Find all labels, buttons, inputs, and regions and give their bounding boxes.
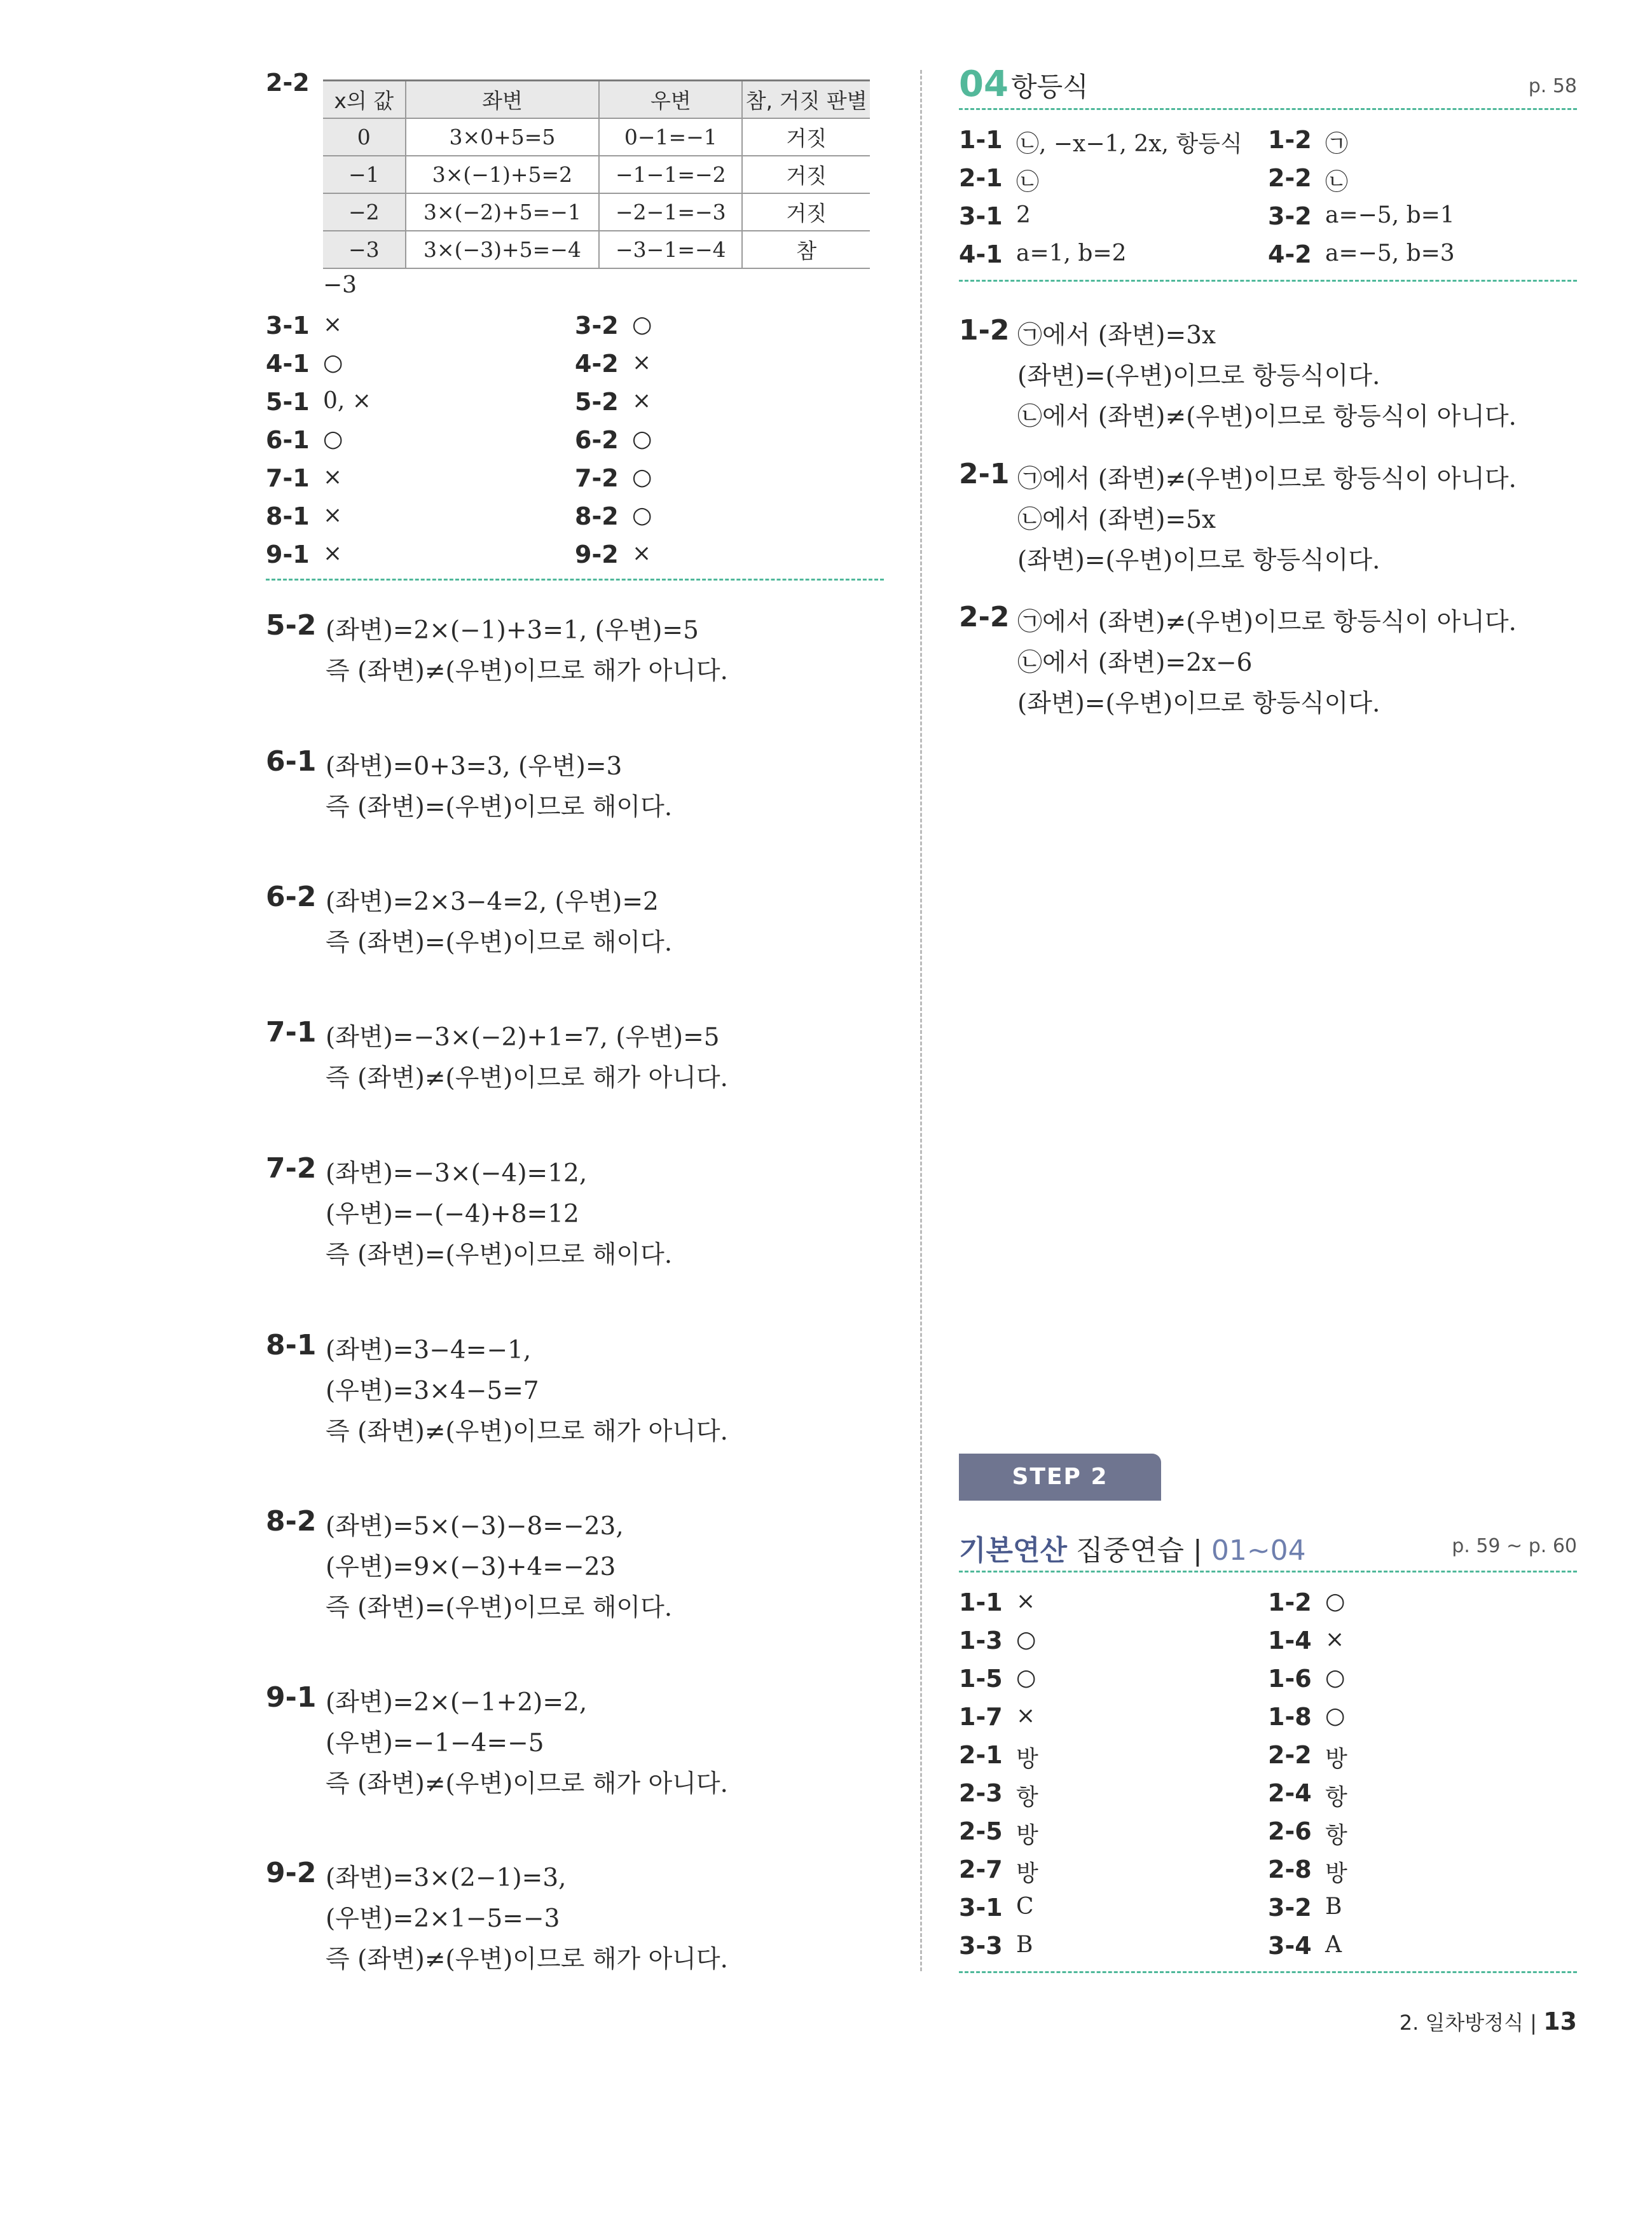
answer-number: 3-1	[266, 312, 310, 340]
table-cell: 거짓	[742, 118, 870, 156]
answer-value: a=−5, b=1	[1325, 202, 1455, 228]
solution-number: 1-2	[959, 314, 1010, 347]
table-cell: 0	[323, 118, 406, 156]
solution-line: (우변)=−(−4)+8=12	[326, 1200, 579, 1229]
answer-value: ○	[1325, 1703, 1346, 1729]
solution-line: 즉 (좌변)=(우변)이므로 해이다.	[326, 928, 673, 957]
answer-number: 1-1	[959, 126, 1003, 154]
answer-value: ㉠	[1325, 131, 1349, 157]
solution-line: (좌변)=2×(−1+2)=2,	[326, 1688, 588, 1717]
answer-value: ㉡	[1016, 169, 1040, 195]
answer-value: ○	[1016, 1665, 1036, 1691]
answer-number: 7-1	[266, 464, 310, 492]
step2-title-sep: |	[1184, 1534, 1211, 1567]
answer-value: ○	[323, 426, 343, 452]
solution-line: 즉 (좌변)=(우변)이므로 해이다.	[326, 793, 673, 822]
truth-table	[323, 79, 870, 269]
answer-value: ○	[323, 350, 343, 376]
solution-line: (우변)=3×4−5=7	[326, 1377, 539, 1405]
answer-value: ×	[1325, 1627, 1345, 1653]
answer-value: ○	[632, 312, 652, 338]
answer-number: 3-3	[959, 1932, 1003, 1960]
answer-value: 방	[1325, 1746, 1347, 1772]
table-cell: −2	[323, 193, 406, 231]
page-reference: p. 58	[1528, 75, 1577, 97]
answer-value: 항	[1325, 1784, 1347, 1810]
table-header: x의 값	[323, 81, 406, 119]
answer-number: 2-2	[1268, 164, 1312, 192]
section-divider	[959, 1971, 1577, 1973]
answer-number: 2-1	[959, 164, 1003, 192]
answer-number: 1-2	[1268, 126, 1312, 154]
answer-number: 4-2	[1268, 240, 1312, 268]
solution-line: (좌변)=3×(2−1)=3,	[326, 1864, 567, 1892]
solution-line: (좌변)=(우변)이므로 항등식이다.	[1017, 689, 1380, 718]
section-divider	[959, 280, 1577, 282]
table-row	[323, 193, 870, 231]
table-cell: −1−1=−2	[599, 156, 742, 193]
solution-number: 2-1	[959, 458, 1010, 490]
solution-line: ㉠에서 (좌변)≠(우변)이므로 항등식이 아니다.	[1017, 465, 1517, 493]
table-cell: 참	[742, 231, 870, 268]
solution-number: 9-2	[266, 1857, 317, 1889]
answer-value: A	[1325, 1932, 1342, 1958]
answer-number: 2-8	[1268, 1855, 1312, 1883]
section-number: 04	[959, 64, 1008, 105]
section-divider	[959, 108, 1577, 110]
table-row	[323, 231, 870, 268]
solution-line: (좌변)=2×3−4=2, (우변)=2	[326, 888, 659, 916]
answer-value: ○	[1325, 1588, 1346, 1614]
answer-number: 2-7	[959, 1855, 1003, 1883]
answer-value: B	[1016, 1932, 1033, 1958]
answer-number: 4-1	[266, 350, 310, 378]
step2-title-range: 01~04	[1211, 1534, 1306, 1567]
answer-value: ㉡, −x−1, 2x, 항등식	[1016, 131, 1242, 157]
table-header: 참, 거짓 판별	[742, 81, 870, 119]
answer-number: 3-1	[959, 1894, 1003, 1922]
answer-value: ×	[1016, 1588, 1036, 1614]
solution-line: (좌변)=2×(−1)+3=1, (우변)=5	[326, 616, 699, 645]
solution-number: 6-2	[266, 881, 317, 913]
problem-number: 2-2	[266, 69, 310, 97]
solution-line: ㉡에서 (좌변)≠(우변)이므로 항등식이 아니다.	[1017, 403, 1517, 431]
answer-number: 9-2	[575, 540, 619, 568]
answer-number: 2-5	[959, 1817, 1003, 1845]
answer-number: 1-3	[959, 1627, 1003, 1655]
table-cell: 3×(−3)+5=−4	[406, 231, 600, 268]
answer-value: 항	[1325, 1822, 1347, 1848]
answer-number: 2-6	[1268, 1817, 1312, 1845]
solution-line: 즉 (좌변)≠(우변)이므로 해가 아니다.	[326, 1770, 728, 1798]
solution-number: 7-1	[266, 1016, 317, 1049]
answer-value: 방	[1325, 1861, 1347, 1887]
table-cell: −3	[323, 231, 406, 268]
solution-line: 즉 (좌변)≠(우변)이므로 해가 아니다.	[326, 1417, 728, 1446]
solution-number: 5-2	[266, 609, 317, 642]
answer-number: 1-8	[1268, 1703, 1312, 1731]
answer-value: 방	[1016, 1822, 1038, 1848]
column-divider	[920, 70, 922, 1971]
table-cell: 거짓	[742, 193, 870, 231]
step2-title	[959, 1527, 1306, 1568]
table-header-row	[323, 81, 870, 119]
answer-number: 2-4	[1268, 1779, 1312, 1807]
answer-value: 0, ×	[323, 388, 371, 414]
answer-number: 1-7	[959, 1703, 1003, 1731]
section-title: 항등식	[1011, 71, 1089, 102]
answer-number: 6-1	[266, 426, 310, 454]
answer-value: ×	[323, 464, 343, 490]
solution-line: (우변)=9×(−3)+4=−23	[326, 1553, 616, 1581]
solution-number: 8-1	[266, 1329, 317, 1361]
answer-value: ×	[323, 502, 343, 528]
solution-line: (우변)=2×1−5=−3	[326, 1904, 560, 1933]
solution-line: 즉 (좌변)≠(우변)이므로 해가 아니다.	[326, 657, 728, 685]
answer-number: 3-1	[959, 202, 1003, 230]
table-cell: −2−1=−3	[599, 193, 742, 231]
page-footer	[1400, 2007, 1577, 2036]
answer-value: a=1, b=2	[1016, 240, 1127, 266]
answer-number: 8-2	[575, 502, 619, 530]
answer-value: ○	[632, 426, 652, 452]
answer-value: ×	[632, 540, 652, 567]
solution-line: (좌변)=0+3=3, (우변)=3	[326, 752, 623, 781]
answer-value: ㉡	[1325, 169, 1349, 195]
answer-number: 7-2	[575, 464, 619, 492]
answer-number: 5-1	[266, 388, 310, 416]
answer-value: ×	[632, 350, 652, 376]
table-cell: −3−1=−4	[599, 231, 742, 268]
table-cell: 3×0+5=5	[406, 118, 600, 156]
answer-value: ×	[323, 540, 343, 567]
answer-number: 4-1	[959, 240, 1003, 268]
section-divider	[959, 1571, 1577, 1573]
answer-number: 6-2	[575, 426, 619, 454]
section-divider	[266, 579, 884, 581]
answer-number: 9-1	[266, 540, 310, 568]
answer-value: ○	[632, 464, 652, 490]
solution-line: (좌변)=−3×(−4)=12,	[326, 1159, 588, 1188]
table-row	[323, 156, 870, 193]
table-cell: 거짓	[742, 156, 870, 193]
solution-line: ㉠에서 (좌변)≠(우변)이므로 항등식이 아니다.	[1017, 608, 1517, 637]
answer-number: 4-2	[575, 350, 619, 378]
answer-value: ○	[1325, 1665, 1346, 1691]
answer-value: −3	[323, 272, 357, 298]
solution-number: 8-2	[266, 1505, 317, 1538]
solution-line: 즉 (좌변)=(우변)이므로 해이다.	[326, 1593, 673, 1622]
solution-line: ㉡에서 (좌변)=5x	[1017, 506, 1216, 534]
answer-value: ○	[632, 502, 652, 528]
answer-value: ×	[323, 312, 343, 338]
solution-line: 즉 (좌변)=(우변)이므로 해이다.	[326, 1241, 673, 1269]
answer-number: 3-2	[1268, 1894, 1312, 1922]
solution-line: (우변)=−1−4=−5	[326, 1729, 544, 1758]
answer-number: 3-2	[1268, 202, 1312, 230]
table-cell: 3×(−1)+5=2	[406, 156, 600, 193]
answer-value: 방	[1016, 1746, 1038, 1772]
answer-value: B	[1325, 1894, 1342, 1920]
answer-value: ×	[632, 388, 652, 414]
solution-line: 즉 (좌변)≠(우변)이므로 해가 아니다.	[326, 1945, 728, 1974]
answer-number: 1-1	[959, 1588, 1003, 1616]
answer-number: 8-1	[266, 502, 310, 530]
page-reference: p. 59 ~ p. 60	[1452, 1535, 1577, 1557]
answer-number: 2-3	[959, 1779, 1003, 1807]
solution-line: (좌변)=(우변)이므로 항등식이다.	[1017, 546, 1380, 575]
page-number: 13	[1543, 2007, 1577, 2035]
solution-number: 9-1	[266, 1681, 317, 1714]
answer-value: C	[1016, 1894, 1034, 1920]
answer-number: 1-2	[1268, 1588, 1312, 1616]
step-badge: STEP 2	[959, 1454, 1161, 1501]
solution-number: 7-2	[266, 1152, 317, 1185]
table-header: 좌변	[406, 81, 600, 119]
solution-line: ㉡에서 (좌변)=2x−6	[1017, 649, 1253, 677]
solution-line: (좌변)=5×(−3)−8=−23,	[326, 1512, 624, 1541]
solution-line: (좌변)=3−4=−1,	[326, 1336, 532, 1365]
answer-value: ×	[1016, 1703, 1036, 1729]
table-row	[323, 118, 870, 156]
step2-title-accent: 기본연산	[959, 1534, 1068, 1567]
solution-number: 6-1	[266, 745, 317, 778]
answer-number: 1-5	[959, 1665, 1003, 1693]
answer-value: ○	[1016, 1627, 1036, 1653]
answer-number: 5-2	[575, 388, 619, 416]
table-cell: 3×(−2)+5=−1	[406, 193, 600, 231]
answer-number: 1-4	[1268, 1627, 1312, 1655]
answer-number: 3-4	[1268, 1932, 1312, 1960]
solution-line: (좌변)=−3×(−2)+1=7, (우변)=5	[326, 1023, 720, 1052]
answer-value: a=−5, b=3	[1325, 240, 1455, 266]
table-cell: −1	[323, 156, 406, 193]
answer-value: 방	[1016, 1861, 1038, 1887]
answer-value: 2	[1016, 202, 1031, 228]
answer-number: 2-1	[959, 1741, 1003, 1769]
footer-sep: |	[1523, 2011, 1544, 2035]
answer-value: 항	[1016, 1784, 1038, 1810]
table-cell: 0−1=−1	[599, 118, 742, 156]
answer-number: 1-6	[1268, 1665, 1312, 1693]
solution-line: ㉠에서 (좌변)=3x	[1017, 321, 1216, 350]
answer-number: 3-2	[575, 312, 619, 340]
footer-chapter: 2. 일차방정식	[1399, 2011, 1524, 2035]
step2-title-rest: 집중연습	[1067, 1534, 1185, 1567]
answer-number: 2-2	[1268, 1741, 1312, 1769]
solution-line: 즉 (좌변)≠(우변)이므로 해가 아니다.	[326, 1064, 728, 1092]
table-header: 우변	[599, 81, 742, 119]
solution-number: 2-2	[959, 601, 1010, 633]
solution-line: (좌변)=(우변)이므로 항등식이다.	[1017, 362, 1380, 390]
